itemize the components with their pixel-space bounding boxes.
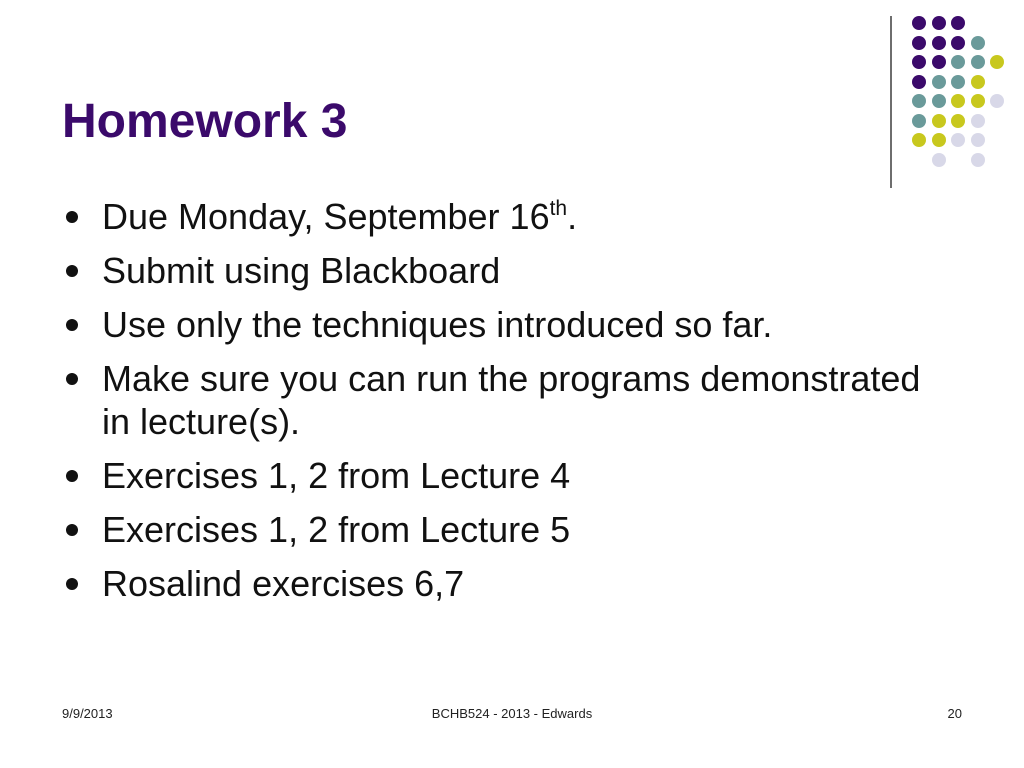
- bullet-list: [62, 195, 942, 616]
- bullet-marker-icon: [66, 211, 78, 223]
- decorative-dot-icon: [990, 94, 1004, 108]
- bullet-marker-icon: [66, 470, 78, 482]
- decorative-dot-icon: [932, 75, 946, 89]
- decorative-dot-icon: [912, 16, 926, 30]
- decorative-dot-icon: [951, 55, 965, 69]
- bullet-marker-icon: [66, 373, 78, 385]
- decorative-dot-icon: [951, 133, 965, 147]
- decorative-dot-icon: [971, 55, 985, 69]
- bullet-item-exercises-lecture-4: [62, 454, 942, 497]
- decorative-dot-icon: [912, 55, 926, 69]
- bullet-marker-icon: [66, 524, 78, 536]
- bullet-text: Use only the techniques introduced so far.: [102, 304, 773, 345]
- decorative-dot-icon: [971, 133, 985, 147]
- bullet-text: Make sure you can run the programs demonstrated in lecture(s).: [102, 358, 921, 442]
- decorative-dot-icon: [912, 114, 926, 128]
- decorative-dot-icon: [932, 114, 946, 128]
- decorative-dot-icon: [990, 55, 1004, 69]
- bullet-superscript: th: [549, 197, 568, 220]
- bullet-item-submit: [62, 249, 942, 292]
- decorative-dot-icon: [912, 94, 926, 108]
- bullet-text: Exercises 1, 2 from Lecture 5: [102, 509, 571, 550]
- decorative-dot-icon: [971, 94, 985, 108]
- decorative-dot-icon: [932, 133, 946, 147]
- bullet-item-due-date: [62, 195, 942, 238]
- decorative-dot-icon: [912, 75, 926, 89]
- decorative-dot-icon: [951, 16, 965, 30]
- bullet-text: Exercises 1, 2 from Lecture 4: [102, 455, 571, 496]
- decorative-dot-icon: [971, 36, 985, 50]
- bullet-item-rosalind: [62, 562, 942, 605]
- slide-title: Homework 3: [62, 95, 348, 148]
- bullet-marker-icon: [66, 578, 78, 590]
- bullet-text-tail: .: [567, 196, 578, 237]
- decorative-dot-icon: [951, 36, 965, 50]
- decorative-dot-icon: [932, 55, 946, 69]
- footer-course: BCHB524 - 2013 - Edwards: [431, 706, 593, 721]
- decorative-dot-icon: [951, 114, 965, 128]
- footer-date: 9/9/2013: [62, 706, 113, 721]
- bullet-text: Due Monday, September 16: [102, 196, 550, 237]
- decorative-dot-icon: [932, 153, 946, 167]
- bullet-marker-icon: [66, 319, 78, 331]
- bullet-text: Rosalind exercises 6,7: [102, 563, 465, 604]
- decorative-dot-icon: [951, 94, 965, 108]
- decorative-dot-icon: [912, 36, 926, 50]
- bullet-item-run-programs: [62, 357, 942, 443]
- decorative-dot-icon: [932, 16, 946, 30]
- decorative-dot-icon: [971, 153, 985, 167]
- bullet-marker-icon: [66, 265, 78, 277]
- decorative-dot-icon: [912, 133, 926, 147]
- decorative-dot-icon: [932, 94, 946, 108]
- decorative-dot-icon: [951, 75, 965, 89]
- decorative-divider-line: [890, 16, 892, 188]
- bullet-item-techniques: [62, 303, 942, 346]
- bullet-text: Submit using Blackboard: [102, 250, 501, 291]
- decorative-dot-icon: [971, 114, 985, 128]
- bullet-item-exercises-lecture-5: [62, 508, 942, 551]
- footer-page-number: 20: [947, 706, 962, 721]
- decorative-dot-icon: [932, 36, 946, 50]
- decorative-dot-icon: [971, 75, 985, 89]
